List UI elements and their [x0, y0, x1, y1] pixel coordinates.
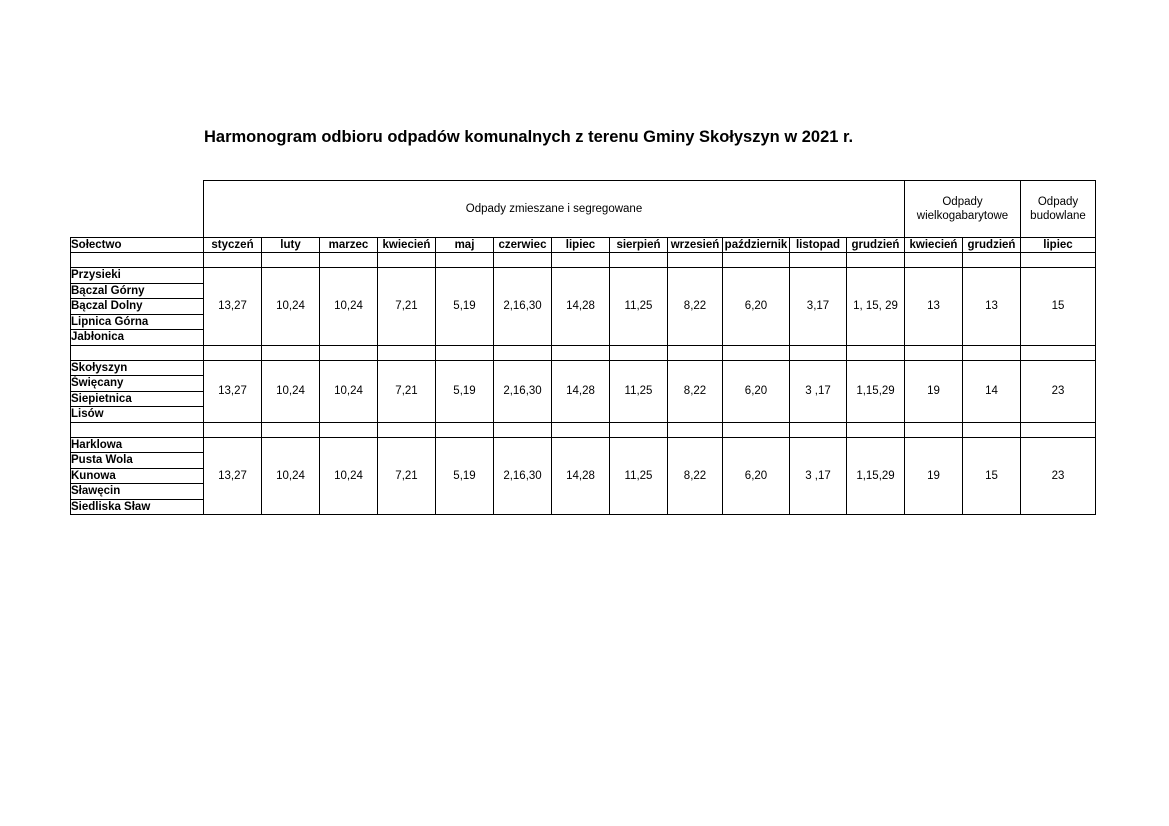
- bulky-pickup-cell: 19: [905, 360, 963, 422]
- group-header-construction-line2: budowlane: [1030, 210, 1086, 222]
- village-name: Skołyszyn: [71, 360, 204, 376]
- group-header-construction-line1: Odpady: [1037, 196, 1079, 208]
- pickup-days-cell: 10,24: [262, 268, 320, 346]
- village-name: Siepietnica: [71, 391, 204, 407]
- empty-cell: [963, 253, 1021, 268]
- empty-cell: [320, 345, 378, 360]
- pickup-days-cell: 11,25: [610, 268, 668, 346]
- empty-cell: [494, 253, 552, 268]
- construction-pickup-cell: 15: [1021, 268, 1096, 346]
- column-header-month: marzec: [320, 238, 378, 253]
- pickup-days-cell: 1,15,29: [847, 360, 905, 422]
- column-header-bulky-month: grudzień: [963, 238, 1021, 253]
- empty-cell: [71, 345, 204, 360]
- empty-cell: [436, 422, 494, 437]
- empty-cell: [847, 422, 905, 437]
- empty-cell: [610, 422, 668, 437]
- pickup-days-cell: 1, 15, 29: [847, 268, 905, 346]
- column-header-village: Sołectwo: [71, 238, 204, 253]
- column-header-month: czerwiec: [494, 238, 552, 253]
- group-header-row: [71, 181, 1096, 238]
- pickup-days-cell: 14,28: [552, 360, 610, 422]
- pickup-days-cell: 3 ,17: [790, 360, 847, 422]
- empty-cell: [1021, 253, 1096, 268]
- pickup-days-cell: 7,21: [378, 268, 436, 346]
- pickup-days-cell: 5,19: [436, 360, 494, 422]
- empty-cell: [262, 345, 320, 360]
- group-header-mixed: Odpady zmieszane i segregowane: [204, 181, 905, 238]
- schedule-table: [70, 180, 1096, 515]
- group-header-bulky: [905, 181, 1021, 238]
- empty-cell: [905, 422, 963, 437]
- empty-corner-cell: [71, 181, 204, 238]
- column-header-month: styczeń: [204, 238, 262, 253]
- pickup-days-cell: 3,17: [790, 268, 847, 346]
- column-header-month: luty: [262, 238, 320, 253]
- village-name: Przysieki: [71, 268, 204, 284]
- empty-cell: [847, 345, 905, 360]
- spacer-row: [71, 422, 1096, 437]
- empty-cell: [204, 345, 262, 360]
- group-header-bulky-line1: Odpady: [942, 196, 983, 208]
- empty-cell: [790, 422, 847, 437]
- village-name: Kunowa: [71, 468, 204, 484]
- empty-cell: [71, 422, 204, 437]
- bulky-pickup-cell: 13: [963, 268, 1021, 346]
- empty-cell: [436, 253, 494, 268]
- village-name: Lisów: [71, 407, 204, 423]
- pickup-days-cell: 5,19: [436, 437, 494, 515]
- empty-cell: [1021, 345, 1096, 360]
- page-title: Harmonogram odbioru odpadów komunalnych z terenu Gminy Skołyszyn w 2021 r.: [204, 128, 854, 146]
- village-name: Bączal Górny: [71, 283, 204, 299]
- column-header-month: lipiec: [552, 238, 610, 253]
- empty-cell: [610, 345, 668, 360]
- table-row: [71, 437, 1096, 453]
- empty-cell: [723, 253, 790, 268]
- pickup-days-cell: 5,19: [436, 268, 494, 346]
- pickup-days-cell: 10,24: [320, 437, 378, 515]
- empty-cell: [790, 253, 847, 268]
- pickup-days-cell: 7,21: [378, 360, 436, 422]
- village-name: Harklowa: [71, 437, 204, 453]
- spacer-row: [71, 253, 1096, 268]
- table-row: [71, 360, 1096, 376]
- village-name: Siedliska Sław: [71, 499, 204, 515]
- pickup-days-cell: 13,27: [204, 360, 262, 422]
- group-header-construction: [1021, 181, 1096, 238]
- bulky-pickup-cell: 19: [905, 437, 963, 515]
- empty-cell: [436, 345, 494, 360]
- empty-cell: [378, 253, 436, 268]
- pickup-days-cell: 10,24: [320, 360, 378, 422]
- empty-cell: [494, 422, 552, 437]
- empty-cell: [552, 345, 610, 360]
- empty-cell: [668, 345, 723, 360]
- construction-pickup-cell: 23: [1021, 360, 1096, 422]
- bulky-pickup-cell: 14: [963, 360, 1021, 422]
- empty-cell: [378, 345, 436, 360]
- column-header-bulky-month: kwiecień: [905, 238, 963, 253]
- construction-pickup-cell: 23: [1021, 437, 1096, 515]
- empty-cell: [905, 253, 963, 268]
- pickup-days-cell: 2,16,30: [494, 268, 552, 346]
- village-name: Lipnica Górna: [71, 314, 204, 330]
- pickup-days-cell: 6,20: [723, 360, 790, 422]
- column-header-month: sierpień: [610, 238, 668, 253]
- pickup-days-cell: 14,28: [552, 437, 610, 515]
- pickup-days-cell: 2,16,30: [494, 437, 552, 515]
- village-name: Święcany: [71, 376, 204, 392]
- empty-cell: [668, 253, 723, 268]
- empty-cell: [668, 422, 723, 437]
- pickup-days-cell: 8,22: [668, 360, 723, 422]
- empty-cell: [204, 422, 262, 437]
- empty-cell: [262, 422, 320, 437]
- pickup-days-cell: 2,16,30: [494, 360, 552, 422]
- empty-cell: [320, 422, 378, 437]
- bulky-pickup-cell: 13: [905, 268, 963, 346]
- pickup-days-cell: 6,20: [723, 437, 790, 515]
- pickup-days-cell: 1,15,29: [847, 437, 905, 515]
- column-header-month: listopad: [790, 238, 847, 253]
- empty-cell: [204, 253, 262, 268]
- pickup-days-cell: 8,22: [668, 268, 723, 346]
- pickup-days-cell: 10,24: [262, 437, 320, 515]
- column-header-row: [71, 238, 1096, 253]
- column-header-month: październik: [723, 238, 790, 253]
- pickup-days-cell: 14,28: [552, 268, 610, 346]
- bulky-pickup-cell: 15: [963, 437, 1021, 515]
- column-header-month: maj: [436, 238, 494, 253]
- column-header-construction-month: lipiec: [1021, 238, 1096, 253]
- empty-cell: [320, 253, 378, 268]
- village-name: Pusta Wola: [71, 453, 204, 469]
- column-header-month: wrzesień: [668, 238, 723, 253]
- empty-cell: [378, 422, 436, 437]
- empty-cell: [963, 422, 1021, 437]
- pickup-days-cell: 7,21: [378, 437, 436, 515]
- table-row: [71, 268, 1096, 284]
- column-header-month: grudzień: [847, 238, 905, 253]
- empty-cell: [905, 345, 963, 360]
- empty-cell: [71, 253, 204, 268]
- empty-cell: [723, 422, 790, 437]
- empty-cell: [494, 345, 552, 360]
- empty-cell: [847, 253, 905, 268]
- empty-cell: [262, 253, 320, 268]
- pickup-days-cell: 11,25: [610, 360, 668, 422]
- empty-cell: [1021, 422, 1096, 437]
- pickup-days-cell: 13,27: [204, 437, 262, 515]
- village-name: Bączal Dolny: [71, 299, 204, 315]
- empty-cell: [552, 253, 610, 268]
- pickup-days-cell: 13,27: [204, 268, 262, 346]
- empty-cell: [723, 345, 790, 360]
- pickup-days-cell: 3 ,17: [790, 437, 847, 515]
- spacer-row: [71, 345, 1096, 360]
- group-header-bulky-line2: wielkogabarytowe: [916, 210, 1009, 222]
- pickup-days-cell: 6,20: [723, 268, 790, 346]
- empty-cell: [963, 345, 1021, 360]
- column-header-month: kwiecień: [378, 238, 436, 253]
- empty-cell: [610, 253, 668, 268]
- empty-cell: [790, 345, 847, 360]
- pickup-days-cell: 10,24: [320, 268, 378, 346]
- village-name: Jabłonica: [71, 330, 204, 346]
- pickup-days-cell: 10,24: [262, 360, 320, 422]
- pickup-days-cell: 11,25: [610, 437, 668, 515]
- pickup-days-cell: 8,22: [668, 437, 723, 515]
- village-name: Sławęcin: [71, 484, 204, 500]
- empty-cell: [552, 422, 610, 437]
